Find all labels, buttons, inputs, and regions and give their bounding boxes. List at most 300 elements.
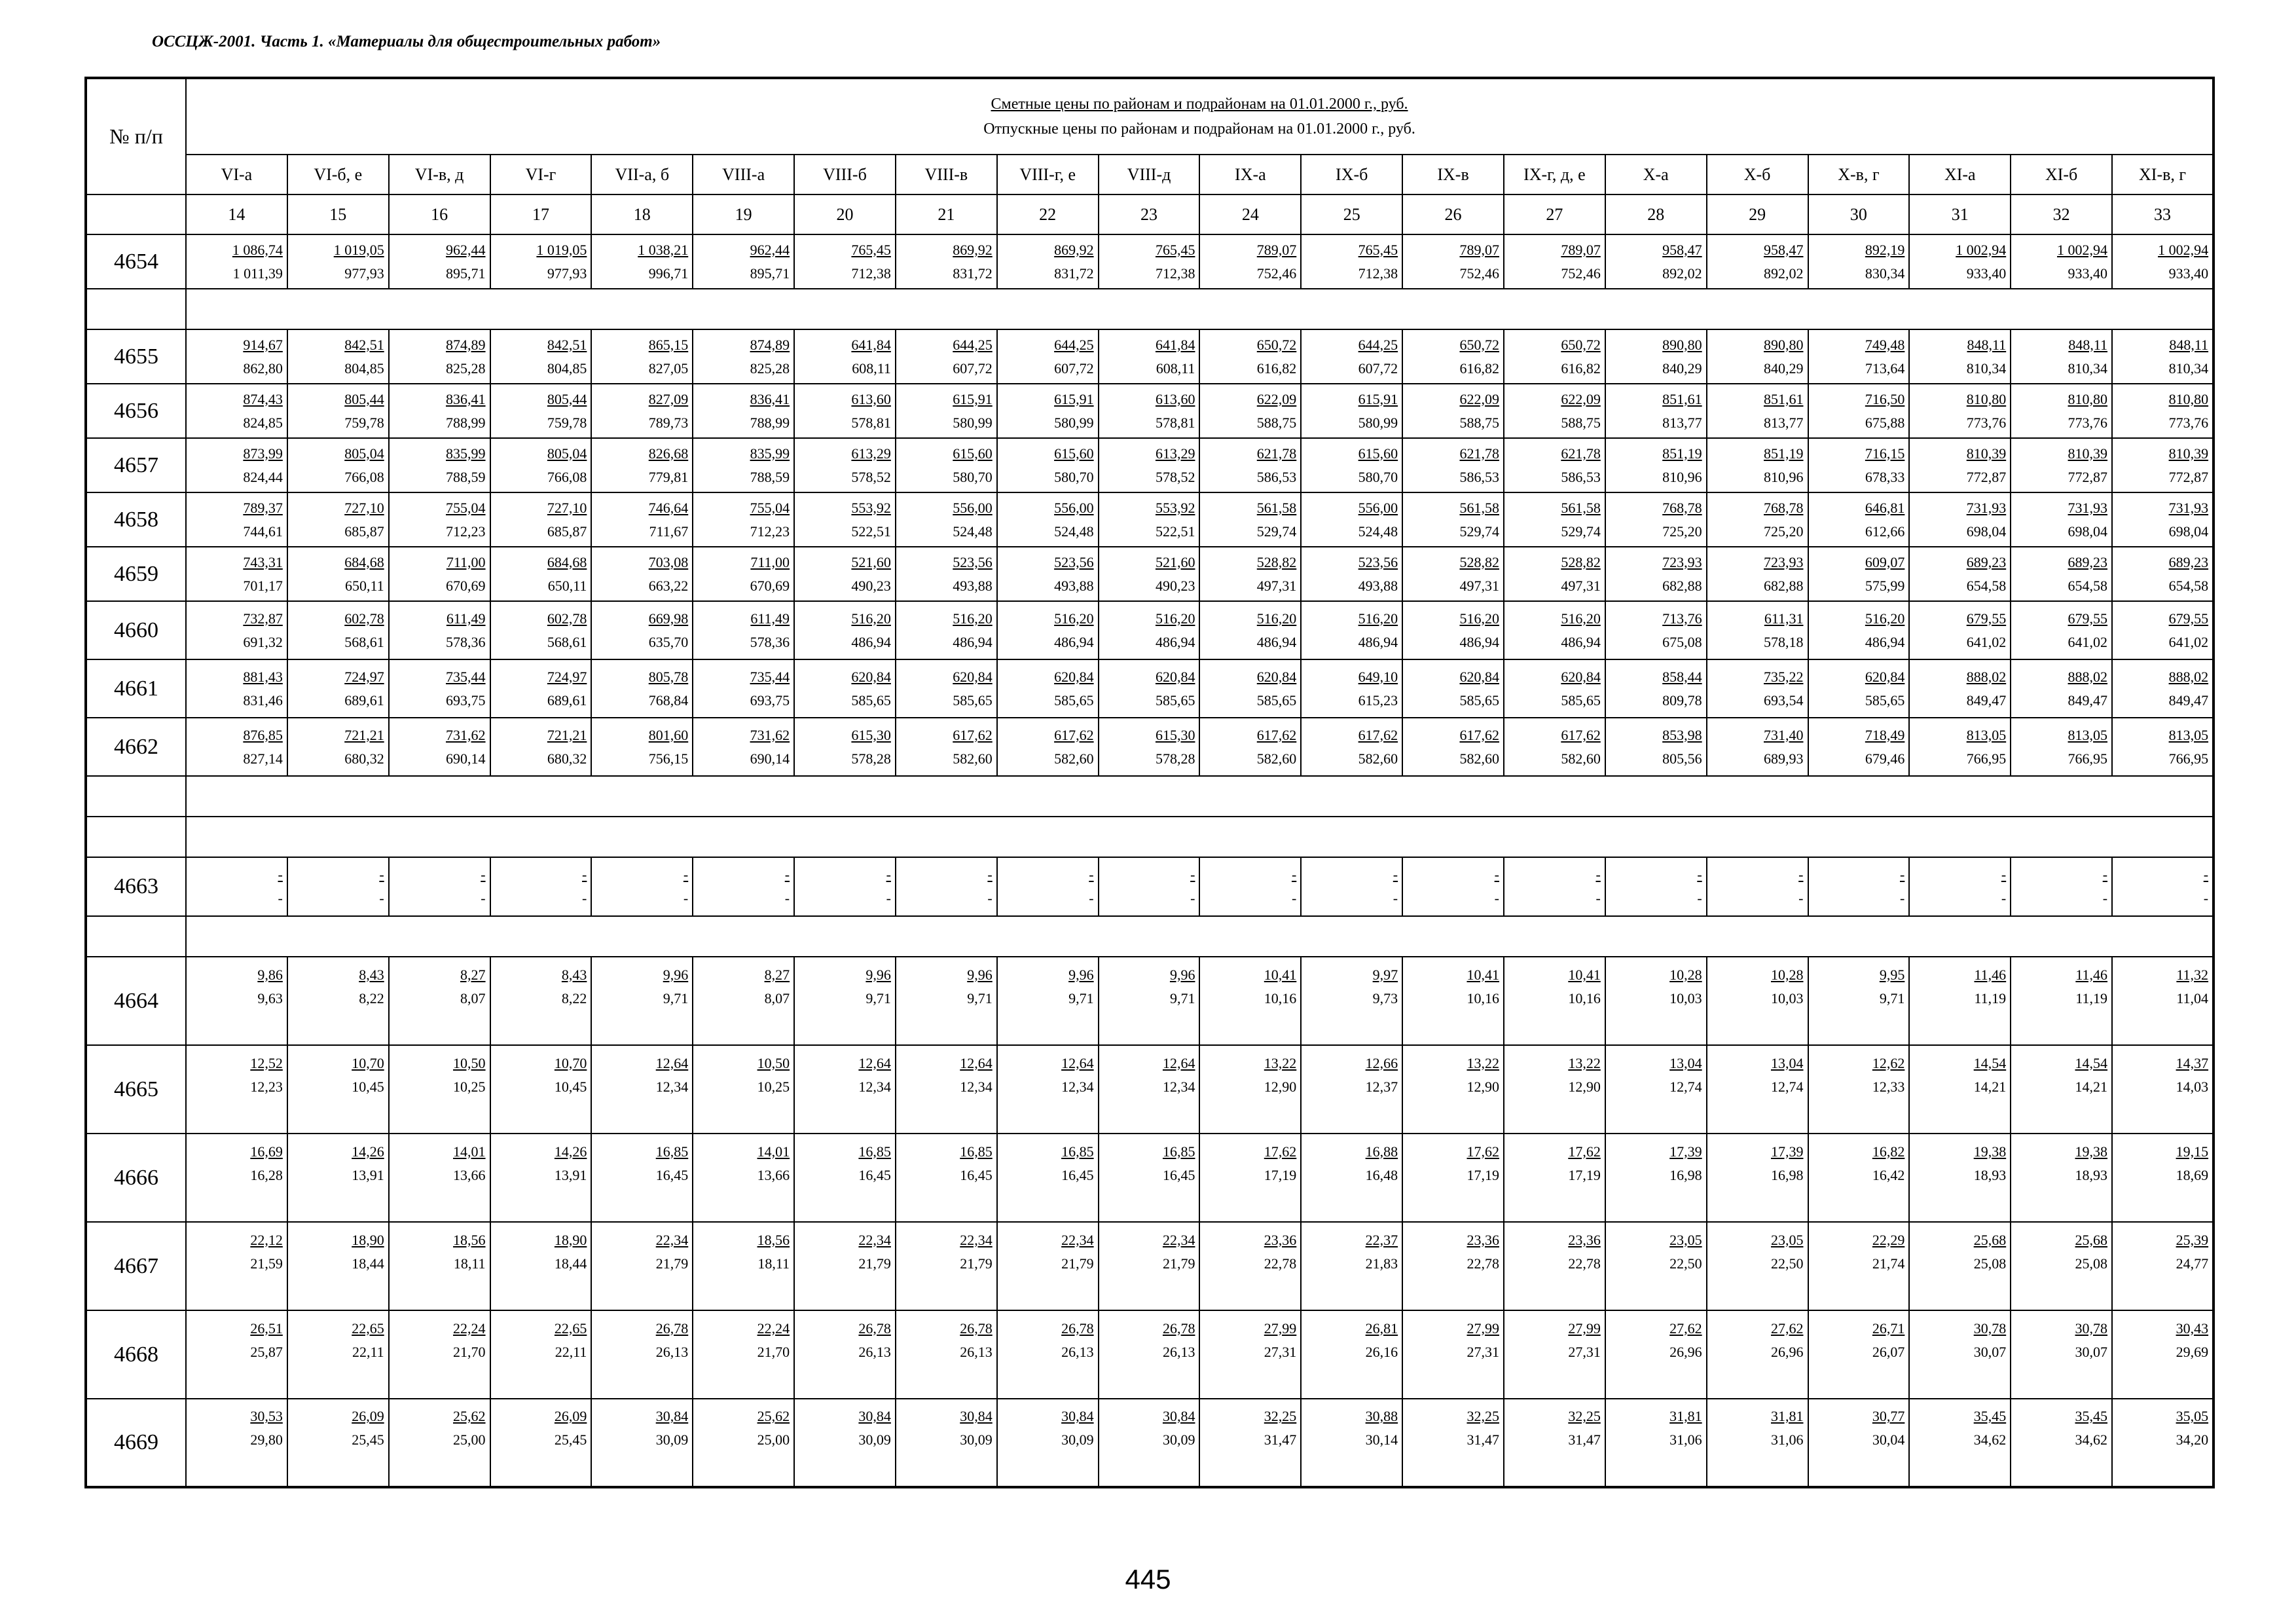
estimate-price: 19,38 <box>2075 1143 2108 1160</box>
table-row <box>86 1310 2214 1399</box>
estimate-price: 602,78 <box>344 610 384 627</box>
price-cell <box>1199 492 1301 547</box>
estimate-price: - <box>1798 866 1804 883</box>
release-price: 13,91 <box>352 1166 384 1183</box>
price-cell <box>1707 1222 1808 1310</box>
release-price: 1 011,39 <box>232 265 283 282</box>
estimate-price: 8,43 <box>561 966 587 983</box>
release-price: 13,66 <box>757 1166 790 1183</box>
estimate-price: 724,97 <box>344 668 384 685</box>
blank-cell <box>186 289 2214 329</box>
price-cell <box>997 234 1099 289</box>
row-number: 4668 <box>86 1310 186 1399</box>
estimate-price: 848,11 <box>2169 336 2209 353</box>
release-price: 680,32 <box>547 750 587 767</box>
price-cell <box>1707 234 1808 289</box>
release-price: 712,23 <box>750 523 790 540</box>
price-cell <box>1301 329 1402 384</box>
release-price: 779,81 <box>648 468 689 485</box>
estimate-price: 22,37 <box>1365 1231 1398 1248</box>
blank-cell <box>86 916 186 957</box>
price-cell <box>287 1222 389 1310</box>
release-price: 680,32 <box>344 750 384 767</box>
price-cell <box>1605 384 1707 438</box>
release-price: 22,11 <box>352 1343 384 1360</box>
release-price: 682,88 <box>1764 577 1804 594</box>
row-number: 4654 <box>86 234 186 289</box>
release-price: 895,71 <box>446 265 486 282</box>
price-cell <box>1707 1134 1808 1222</box>
estimate-price: 13,22 <box>1568 1054 1601 1071</box>
price-cell <box>1909 857 2011 916</box>
price-cell <box>1099 1045 1200 1134</box>
estimate-price: 523,56 <box>1358 553 1398 570</box>
price-cell <box>2011 438 2112 492</box>
estimate-price: 746,64 <box>648 499 689 516</box>
price-cell <box>287 659 389 718</box>
estimate-price: 836,41 <box>446 390 486 407</box>
release-price: 21,79 <box>1162 1255 1195 1272</box>
release-price: 805,56 <box>1662 750 1702 767</box>
column-number: 24 <box>1199 194 1301 234</box>
price-cell <box>490 718 592 776</box>
estimate-price: 1 002,94 <box>2158 241 2209 258</box>
release-price: 693,75 <box>750 692 790 709</box>
blank-cell <box>186 916 2214 957</box>
release-price: 12,33 <box>1872 1078 1905 1095</box>
release-price: - <box>278 890 283 906</box>
release-price: 804,85 <box>547 360 587 377</box>
price-cell <box>1099 957 1200 1045</box>
price-cell <box>997 1399 1099 1487</box>
estimate-price: 848,11 <box>1967 336 2007 353</box>
price-cell <box>1909 1045 2011 1134</box>
release-price: 522,51 <box>1155 523 1195 540</box>
release-price: 578,36 <box>446 633 486 650</box>
price-cell <box>1504 438 1605 492</box>
estimate-price: 613,29 <box>851 445 891 462</box>
estimate-price: 12,62 <box>1872 1054 1905 1071</box>
column-header: XI-в, г <box>2112 155 2214 194</box>
release-price: 13,66 <box>453 1166 486 1183</box>
estimate-price: 9,95 <box>1879 966 1905 983</box>
release-price: 862,80 <box>243 360 283 377</box>
estimate-price: 1 019,05 <box>536 241 587 258</box>
column-number: 18 <box>591 194 693 234</box>
price-cell <box>1402 601 1504 659</box>
row-number: 4663 <box>86 857 186 916</box>
release-price: 27,31 <box>1568 1343 1601 1360</box>
estimate-price: 17,39 <box>1669 1143 1702 1160</box>
price-cell <box>2011 329 2112 384</box>
estimate-price: 9,97 <box>1372 966 1398 983</box>
column-header: VI-в, д <box>389 155 490 194</box>
column-number: 20 <box>794 194 896 234</box>
estimate-price: 689,23 <box>1966 553 2007 570</box>
release-price: - <box>987 890 993 906</box>
release-price: 12,74 <box>1669 1078 1702 1095</box>
blank-cell <box>86 776 186 817</box>
release-price: 693,75 <box>446 692 486 709</box>
release-price: 10,45 <box>554 1078 587 1095</box>
estimate-price: 621,78 <box>1459 445 1499 462</box>
row-number: 4656 <box>86 384 186 438</box>
price-cell <box>1099 718 1200 776</box>
price-cell <box>2112 547 2214 601</box>
estimate-price: 516,20 <box>851 610 891 627</box>
release-price: 22,50 <box>1669 1255 1702 1272</box>
release-price: 26,96 <box>1669 1343 1702 1360</box>
estimate-price: 26,81 <box>1365 1320 1398 1337</box>
price-cell <box>1605 601 1707 659</box>
estimate-price: 865,15 <box>648 336 689 353</box>
price-cell <box>1301 1222 1402 1310</box>
column-header: IX-г, д, е <box>1504 155 1605 194</box>
estimate-price: 22,12 <box>250 1231 283 1248</box>
price-cell <box>2011 718 2112 776</box>
price-cell <box>997 1222 1099 1310</box>
price-cell <box>693 1045 794 1134</box>
price-cell <box>2011 957 2112 1045</box>
release-price: 585,65 <box>1865 692 1905 709</box>
row-number: 4657 <box>86 438 186 492</box>
price-cell <box>490 1134 592 1222</box>
price-cell <box>389 957 490 1045</box>
estimate-price: 890,80 <box>1662 336 1702 353</box>
row-number: 4669 <box>86 1399 186 1487</box>
release-price: 16,98 <box>1771 1166 1804 1183</box>
price-cell <box>389 1222 490 1310</box>
price-cell <box>186 1399 287 1487</box>
release-price: 678,33 <box>1865 468 1905 485</box>
price-cell <box>1808 718 1910 776</box>
table-row <box>86 1045 2214 1134</box>
price-cell <box>1504 1399 1605 1487</box>
release-price: 529,74 <box>1561 523 1601 540</box>
price-cell <box>1707 438 1808 492</box>
price-cell <box>490 438 592 492</box>
price-cell <box>1909 547 2011 601</box>
price-cell <box>794 329 896 384</box>
estimate-price: 835,99 <box>446 445 486 462</box>
estimate-price: 516,20 <box>1256 610 1297 627</box>
estimate-price: 768,78 <box>1662 499 1702 516</box>
price-cell <box>693 957 794 1045</box>
release-price: 810,34 <box>1966 360 2007 377</box>
release-price: 486,94 <box>1865 633 1905 650</box>
price-cell <box>591 1045 693 1134</box>
price-cell <box>1504 957 1605 1045</box>
release-price: 9,73 <box>1372 989 1398 1006</box>
price-cell <box>1909 438 2011 492</box>
release-price: 21,70 <box>453 1343 486 1360</box>
estimate-price: 25,39 <box>2176 1231 2209 1248</box>
release-price: 650,11 <box>345 577 384 594</box>
estimate-price: 22,34 <box>858 1231 891 1248</box>
estimate-price: - <box>886 866 891 883</box>
estimate-price: 826,68 <box>648 445 689 462</box>
price-cell <box>186 1134 287 1222</box>
price-cell <box>693 384 794 438</box>
column-number: 16 <box>389 194 490 234</box>
release-price: 586,53 <box>1256 468 1297 485</box>
price-cell <box>1504 601 1605 659</box>
estimate-price: 644,25 <box>953 336 993 353</box>
price-cell <box>287 1134 389 1222</box>
num-col-index-blank <box>86 194 186 234</box>
release-price: 585,65 <box>1459 692 1499 709</box>
price-cell <box>591 547 693 601</box>
estimate-price: 711,00 <box>446 553 486 570</box>
estimate-price: 789,07 <box>1561 241 1601 258</box>
release-price: 16,42 <box>1872 1166 1905 1183</box>
table-row <box>86 1134 2214 1222</box>
release-price: 698,04 <box>2068 523 2108 540</box>
release-price: 568,61 <box>547 633 587 650</box>
estimate-price: 516,20 <box>1459 610 1499 627</box>
estimate-price: - <box>2001 866 2007 883</box>
estimate-price: - <box>1697 866 1702 883</box>
estimate-price: 516,20 <box>1358 610 1398 627</box>
release-price: 17,19 <box>1467 1166 1499 1183</box>
estimate-price: 32,25 <box>1568 1408 1601 1424</box>
release-price: 16,98 <box>1669 1166 1702 1183</box>
estimate-price: 743,31 <box>243 553 283 570</box>
price-cell <box>1605 1310 1707 1399</box>
price-cell <box>1707 1310 1808 1399</box>
table-row <box>86 1222 2214 1310</box>
price-cell <box>1199 234 1301 289</box>
price-cell <box>186 329 287 384</box>
estimate-price: 679,55 <box>2068 610 2108 627</box>
release-price: 25,45 <box>554 1431 587 1448</box>
release-price: 616,82 <box>1561 360 1601 377</box>
release-price: 529,74 <box>1459 523 1499 540</box>
estimate-price: 958,47 <box>1764 241 1804 258</box>
release-price: 810,96 <box>1662 468 1702 485</box>
estimate-price: 713,76 <box>1662 610 1702 627</box>
price-cell <box>287 438 389 492</box>
estimate-price: 35,45 <box>2075 1408 2108 1424</box>
release-price: - <box>683 890 689 906</box>
estimate-price: 789,07 <box>1459 241 1499 258</box>
price-cell <box>896 659 997 718</box>
release-price: 766,08 <box>344 468 384 485</box>
price-cell <box>896 547 997 601</box>
price-cell <box>1099 1399 1200 1487</box>
release-price: 10,03 <box>1771 989 1804 1006</box>
price-cell <box>1099 1222 1200 1310</box>
release-price: 825,28 <box>446 360 486 377</box>
release-price: 675,08 <box>1662 633 1702 650</box>
price-cell <box>794 1222 896 1310</box>
estimate-price: 27,62 <box>1771 1320 1804 1337</box>
price-cell <box>389 438 490 492</box>
price-cell <box>1402 1134 1504 1222</box>
release-price: 977,93 <box>547 265 587 282</box>
release-price: 895,71 <box>750 265 790 282</box>
estimate-price: 805,04 <box>344 445 384 462</box>
price-cell <box>2112 1134 2214 1222</box>
release-price: 12,34 <box>960 1078 993 1095</box>
table-row <box>86 329 2214 384</box>
release-price: 486,94 <box>1155 633 1195 650</box>
estimate-price: 22,34 <box>960 1231 993 1248</box>
estimate-price: 615,91 <box>1054 390 1094 407</box>
estimate-price: 14,54 <box>2075 1054 2108 1071</box>
release-price: 486,94 <box>1054 633 1094 650</box>
estimate-price: 23,05 <box>1669 1231 1702 1248</box>
release-price: 693,54 <box>1764 692 1804 709</box>
price-cell <box>389 1399 490 1487</box>
estimate-price: 17,62 <box>1264 1143 1297 1160</box>
release-price: 490,23 <box>1155 577 1195 594</box>
estimate-price: 650,72 <box>1459 336 1499 353</box>
row-number: 4658 <box>86 492 186 547</box>
estimate-price: 732,87 <box>243 610 283 627</box>
release-price: 21,79 <box>858 1255 891 1272</box>
title-row <box>86 78 2214 155</box>
price-cell <box>2011 234 2112 289</box>
release-price: 18,44 <box>554 1255 587 1272</box>
price-cell <box>287 329 389 384</box>
estimate-price: 615,91 <box>1358 390 1398 407</box>
estimate-price: 888,02 <box>2168 668 2209 685</box>
release-price: - <box>1089 890 1094 906</box>
release-price: 17,19 <box>1568 1166 1601 1183</box>
estimate-price: 521,60 <box>1155 553 1195 570</box>
release-price: 16,28 <box>250 1166 283 1183</box>
price-cell <box>1301 234 1402 289</box>
release-price: 14,21 <box>2075 1078 2108 1095</box>
price-cell <box>1808 857 1910 916</box>
price-cell <box>1199 1399 1301 1487</box>
price-cell <box>1099 1310 1200 1399</box>
price-cell <box>186 1045 287 1134</box>
estimate-price: 620,84 <box>1155 668 1195 685</box>
price-cell <box>2011 1399 2112 1487</box>
estimate-price: 8,43 <box>359 966 384 983</box>
release-price: 31,06 <box>1771 1431 1804 1448</box>
estimate-price: 620,84 <box>1459 668 1499 685</box>
price-cell <box>2011 1134 2112 1222</box>
estimate-price: 768,78 <box>1764 499 1804 516</box>
price-cell <box>591 1222 693 1310</box>
column-header: X-в, г <box>1808 155 1910 194</box>
price-cell <box>1808 329 1910 384</box>
estimate-price: 9,96 <box>1169 966 1195 983</box>
price-cell <box>1504 547 1605 601</box>
price-cell <box>997 384 1099 438</box>
release-price: 752,46 <box>1561 265 1601 282</box>
estimate-price: 755,04 <box>446 499 486 516</box>
estimate-price: 12,52 <box>250 1054 283 1071</box>
release-price: 712,23 <box>446 523 486 540</box>
release-price: 34,62 <box>2075 1431 2108 1448</box>
estimate-price: 1 002,94 <box>1956 241 2007 258</box>
estimate-price: 9,96 <box>866 966 891 983</box>
column-header: IX-б <box>1301 155 1402 194</box>
release-price: 10,45 <box>352 1078 384 1095</box>
estimate-price: 9,96 <box>967 966 993 983</box>
estimate-price: 26,09 <box>352 1408 384 1424</box>
estimate-price: 32,25 <box>1264 1408 1297 1424</box>
estimate-price: 30,84 <box>858 1408 891 1424</box>
estimate-price: 615,60 <box>1358 445 1398 462</box>
estimate-price: 727,10 <box>344 499 384 516</box>
estimate-price: 650,72 <box>1256 336 1297 353</box>
release-price: 663,22 <box>648 577 689 594</box>
estimate-price: 874,89 <box>446 336 486 353</box>
release-price: 497,31 <box>1561 577 1601 594</box>
estimate-prices-title: Сметные цены по районам и подрайонам на 01.01.2000 г., руб. <box>991 96 1408 113</box>
price-cell <box>1402 1222 1504 1310</box>
estimate-price: 35,05 <box>2176 1408 2209 1424</box>
price-cell <box>1504 1310 1605 1399</box>
price-cell <box>2011 1045 2112 1134</box>
estimate-price: 620,84 <box>953 668 993 685</box>
release-price: 701,17 <box>243 577 283 594</box>
price-cell <box>1301 601 1402 659</box>
estimate-price: 621,78 <box>1561 445 1601 462</box>
release-price: 524,48 <box>1054 523 1094 540</box>
estimate-price: 26,78 <box>960 1320 993 1337</box>
release-price: 26,16 <box>1365 1343 1398 1360</box>
estimate-price: - <box>1900 866 1905 883</box>
price-cell <box>1808 1045 1910 1134</box>
price-cell <box>186 547 287 601</box>
price-cell <box>693 601 794 659</box>
price-cell <box>1909 659 2011 718</box>
release-price: 698,04 <box>1966 523 2007 540</box>
price-cell <box>389 601 490 659</box>
table-title <box>186 78 2214 155</box>
release-price: 14,03 <box>2176 1078 2209 1095</box>
price-cell <box>1909 384 2011 438</box>
release-price: 616,82 <box>1459 360 1499 377</box>
release-price: 12,23 <box>250 1078 283 1095</box>
release-price: 996,71 <box>648 265 689 282</box>
estimate-price: 805,78 <box>648 668 689 685</box>
estimate-price: 25,62 <box>757 1408 790 1424</box>
price-cell <box>1707 659 1808 718</box>
release-price: 641,02 <box>1966 633 2007 650</box>
estimate-price: 689,23 <box>2168 553 2209 570</box>
price-cell <box>794 547 896 601</box>
estimate-price: 615,30 <box>1155 726 1195 743</box>
column-number: 32 <box>2011 194 2112 234</box>
estimate-price: 14,26 <box>554 1143 587 1160</box>
price-cell <box>1402 492 1504 547</box>
release-price: 809,78 <box>1662 692 1702 709</box>
release-price: 29,80 <box>250 1431 283 1448</box>
release-price: 691,32 <box>243 633 283 650</box>
release-price: 16,45 <box>655 1166 689 1183</box>
release-price: 22,78 <box>1568 1255 1601 1272</box>
price-cell <box>1504 234 1605 289</box>
estimate-price: - <box>683 866 689 883</box>
release-price: 585,65 <box>1256 692 1297 709</box>
release-price: 752,46 <box>1256 265 1297 282</box>
price-cell <box>1808 234 1910 289</box>
release-price: 21,79 <box>655 1255 689 1272</box>
price-cell <box>1707 718 1808 776</box>
price-cell <box>1099 438 1200 492</box>
price-cell <box>1909 718 2011 776</box>
estimate-price: - <box>987 866 993 883</box>
estimate-price: 14,37 <box>2176 1054 2209 1071</box>
column-header: IX-а <box>1199 155 1301 194</box>
